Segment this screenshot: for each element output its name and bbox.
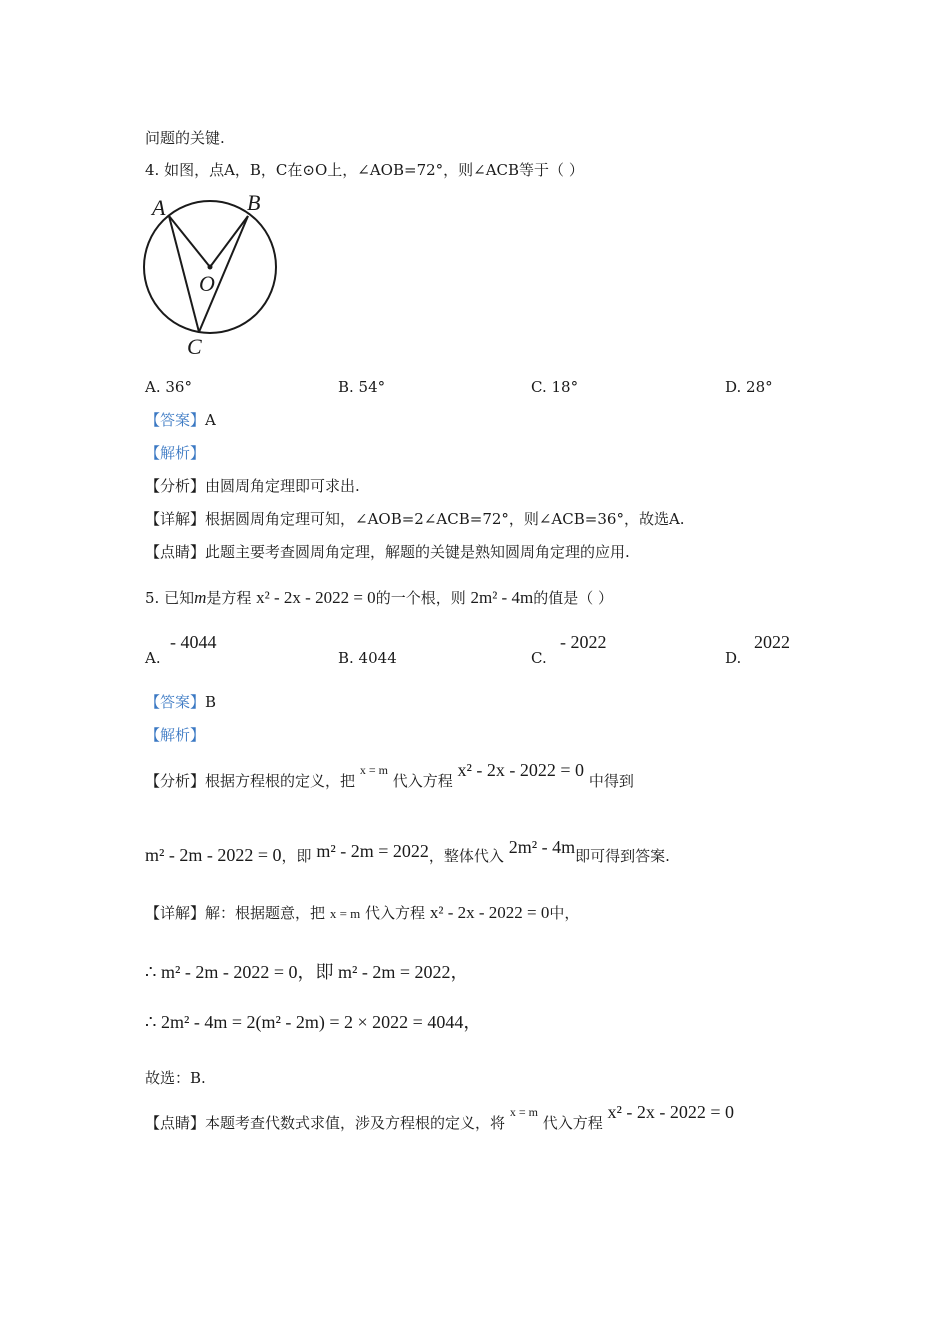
q5-l2-eq1: m² - 2m - 2022 = 0 (145, 845, 282, 865)
dianjing-text: 此题主要考查圆周角定理，解题的关键是熟知圆周角定理的应用. (205, 543, 630, 561)
q5-option-d-label: D. (725, 649, 742, 667)
q5-fenxi-eq: x² - 2x - 2022 = 0 (457, 760, 585, 780)
q5-fenxi-a: 根据方程根的定义，把 (205, 772, 356, 790)
q5-l2-c: 即可得到答案. (575, 847, 670, 865)
q4-answer-line (145, 410, 216, 430)
q5-xj-eq: x² - 2x - 2022 = 0 (429, 903, 550, 922)
q5-fenxi-line2 (145, 837, 670, 866)
dianjing-tag: 【点睛】 (145, 543, 206, 561)
q5-step1: ∴ m² - 2m - 2022 = 0，即 m² - 2m = 2022， (145, 962, 469, 982)
label-b: B (247, 190, 261, 215)
q5-suffix: 的值是（ ） (533, 589, 613, 607)
q5-step2: ∴ 2m² - 4m = 2(m² - 2m) = 2 × 2022 = 4044， (145, 1012, 482, 1032)
q5-dianjing-line (145, 1102, 735, 1134)
xiangjie-text: 根据圆周角定理可知，∠AOB=2∠ACB=72°，则∠ACB=36°，故选A. (205, 510, 685, 528)
q4-option-d: D. 28° (725, 378, 773, 396)
q4-option-a: A. 36° (145, 378, 192, 396)
q5-l2-a: ，即 (281, 847, 312, 865)
q5-dj-tag: 【点睛】 (145, 1114, 206, 1132)
q4-dianjing-line (145, 542, 630, 562)
center-point (208, 265, 213, 270)
q5-fenxi-b: 代入方程 (392, 772, 453, 790)
q5-mid: 是方程 (206, 589, 252, 607)
q5-fenxi-tag: 【分析】 (145, 772, 206, 790)
q5-fenxi-line (145, 760, 634, 792)
label-a: A (152, 195, 166, 220)
answer-value: A (205, 411, 216, 429)
q5-prefix: 5. 已知 (145, 589, 195, 607)
label-c: C (187, 334, 202, 359)
q5-option-d-value: 2022 (754, 632, 790, 652)
q5-xj-tag: 【详解】 (145, 904, 206, 922)
q5-l2-eq3: 2m² - 4m (508, 837, 576, 857)
fenxi-text: 由圆周角定理即可求出. (205, 477, 360, 495)
question-5 (145, 588, 613, 608)
q5-answer-value: B (205, 693, 217, 711)
q5-option-a-label: A. (145, 649, 161, 667)
q5-option-c-value: - 2022 (560, 632, 607, 652)
label-o: O (199, 271, 215, 296)
q5-xj-c: 中， (549, 904, 580, 922)
q5-option-b: B. 4044 (338, 649, 397, 667)
q5-option-a-value: - 4044 (170, 632, 217, 652)
xiangjie-tag: 【详解】 (145, 510, 206, 528)
q5-l2-b: ，整体代入 (428, 847, 504, 865)
q5-dj-b: 代入方程 (542, 1114, 603, 1132)
q5-dj-a: 本题考查代数式求值，涉及方程根的定义，将 (205, 1114, 506, 1132)
q4-option-b: B. 54° (338, 378, 386, 396)
q5-xj-b: 代入方程 (365, 904, 426, 922)
intro-line: 问题的关键. (145, 129, 225, 147)
q5-guxuan: 故选：B. (145, 1069, 206, 1087)
q5-expression: 2m² - 4m (470, 588, 534, 607)
q5-option-c-label: C. (531, 649, 547, 667)
q4-jiexi: 【解析】 (145, 444, 206, 462)
fenxi-tag: 【分析】 (145, 477, 206, 495)
q5-answer-line (145, 692, 216, 712)
answer-tag: 【答案】 (145, 411, 206, 429)
q4-option-c: C. 18° (531, 378, 579, 396)
q5-l2-eq2: m² - 2m = 2022 (316, 841, 429, 861)
q4-xiangjie-line (145, 509, 685, 529)
question-4: 4. 如图，点A，B，C在⊙O上，∠AOB=72°，则∠ACB等于（ ） (145, 161, 584, 179)
q5-fenxi-xm: x = m (359, 763, 388, 777)
q4-fenxi-line (145, 476, 360, 496)
q5-mid2: 的一个根，则 (375, 589, 466, 607)
q5-answer-tag: 【答案】 (145, 693, 206, 711)
q5-m: m (194, 588, 207, 607)
circle-figure (140, 190, 290, 360)
q5-jiexi: 【解析】 (145, 726, 206, 744)
q5-equation: x² - 2x - 2022 = 0 (256, 588, 376, 607)
q5-fenxi-c: 中得到 (588, 772, 634, 790)
q5-xiangjie-line (145, 903, 579, 924)
q5-xj-xm: x = m (329, 906, 361, 921)
q5-dj-xm: x = m (509, 1105, 538, 1119)
q5-dj-eq: x² - 2x - 2022 = 0 (607, 1102, 735, 1122)
q5-xj-a: 解：根据题意，把 (205, 904, 326, 922)
